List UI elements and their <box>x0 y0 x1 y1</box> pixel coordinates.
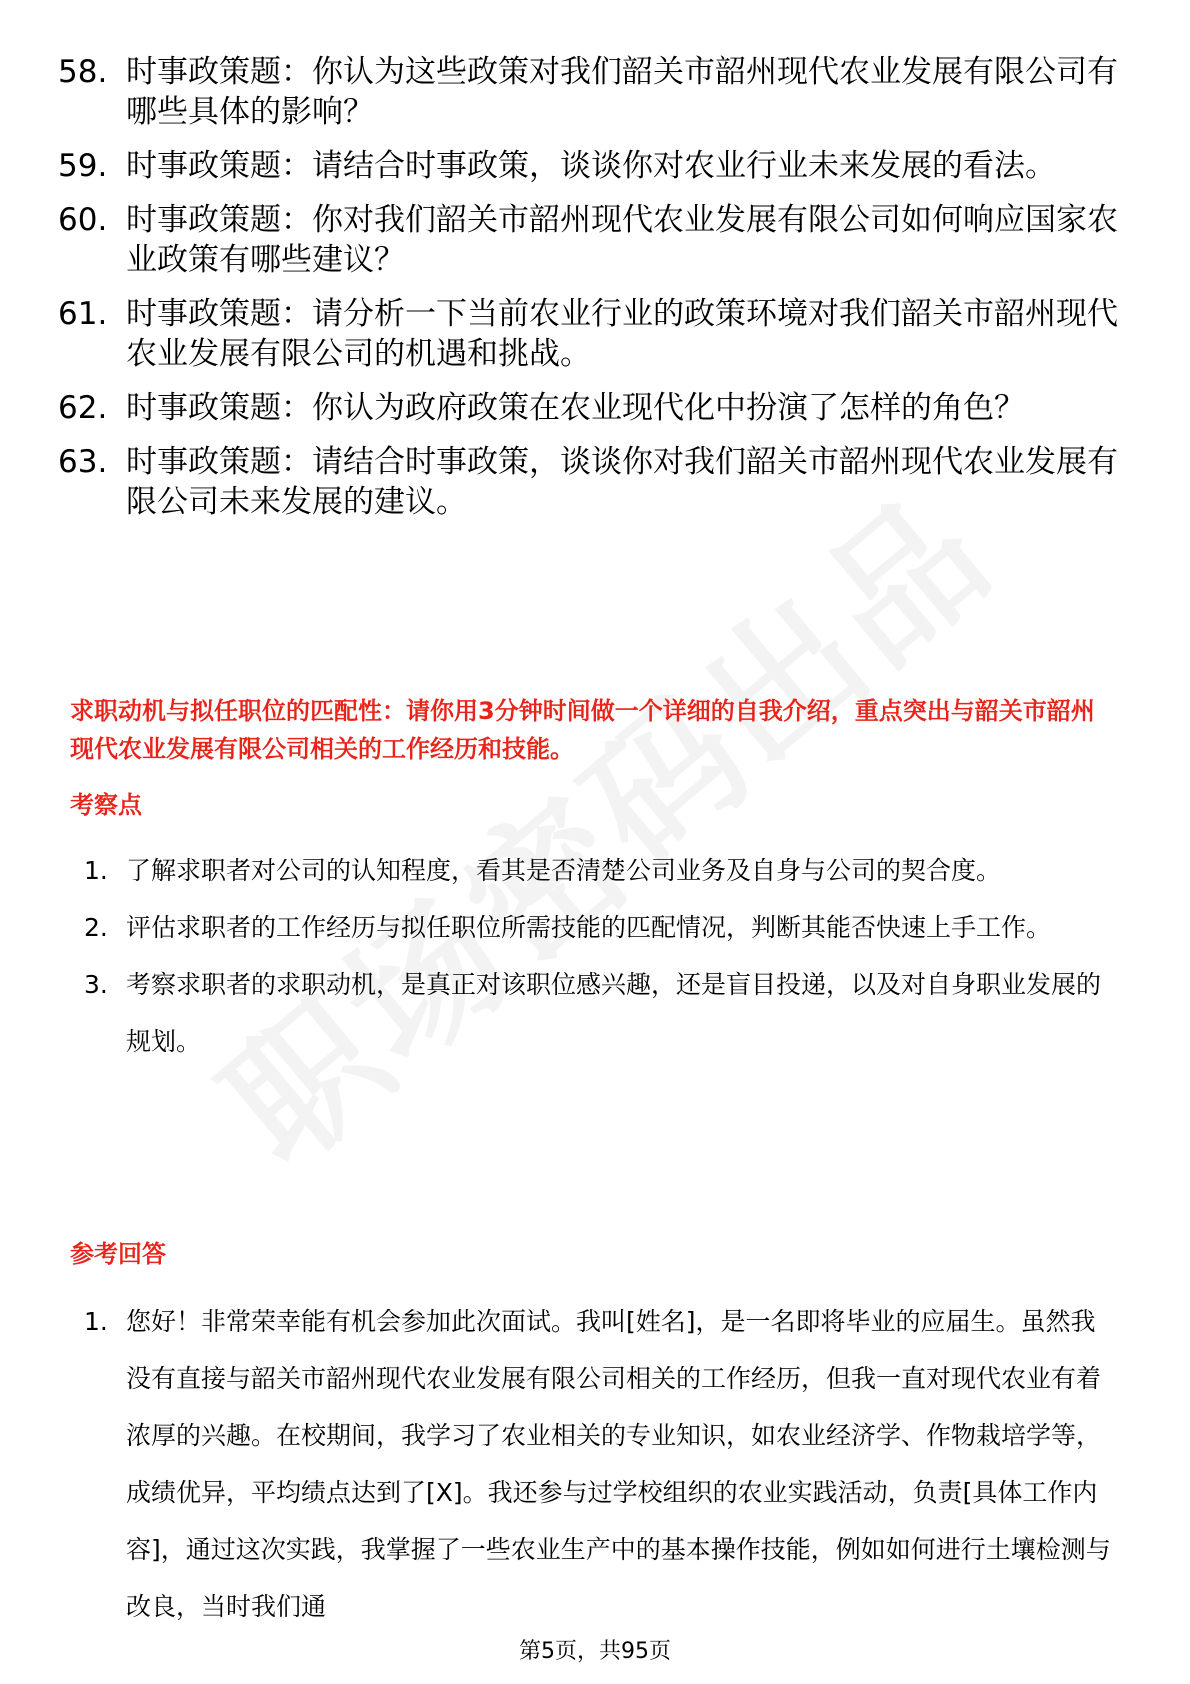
question-number: 59. <box>58 148 108 184</box>
question-text: 时事政策题：请结合时事政策，谈谈你对农业行业未来发展的看法。 <box>126 148 1056 184</box>
answer-title: 参考回答 <box>70 1240 166 1268</box>
question-number: 62. <box>58 390 108 426</box>
question-text: 时事政策题：你认为政府政策在农业现代化中扮演了怎样的角色？ <box>126 390 1025 426</box>
focus-point-text: 考察求职者的求职动机，是真正对该职位感兴趣，还是盲目投递，以及对自身职业发展的规划。 <box>126 970 1102 1056</box>
answer-text: 您好！非常荣幸能有机会参加此次面试。我叫[姓名]，是一名即将毕业的应届生。虽然我没有直接与韶关市韶州现代农业发展有限公司相关的工作经历，但我一直对现代农业有着浓厚的兴趣。在校期间，我学习了农业相关的专业知识，如农业经济学、作物栽培学等，成绩优异，平均绩点达到了[X]。我还参与过学校组织的农业实践活动，负责[具体工作内容]，通过这次实践，我掌握了一些农业生产中的基本操作技能，例如如何进行土壤检测与改良，当时我们通 <box>126 1307 1111 1621</box>
question-item <box>58 388 1128 428</box>
question-text: 时事政策题：请结合时事政策，谈谈你对我们韶关市韶州现代农业发展有限公司未来发展的建议。 <box>126 444 1118 520</box>
focus-point-text: 了解求职者对公司的认知程度，看其是否清楚公司业务及自身与公司的契合度。 <box>126 856 1002 885</box>
answer-item <box>70 1293 1118 1635</box>
question-item <box>58 200 1128 280</box>
question-text: 时事政策题：你对我们韶关市韶州现代农业发展有限公司如何响应国家农业政策有哪些建议？ <box>126 202 1118 278</box>
page-footer: 第5页，共95页 <box>519 1639 671 1664</box>
watermark <box>172 436 1028 1203</box>
question-number: 58. <box>58 54 108 90</box>
section-heading: 求职动机与拟任职位的匹配性：请你用3分钟时间做一个详细的自我介绍，重点突出与韶关市韶州现代农业发展有限公司相关的工作经历和技能。 <box>70 697 1095 763</box>
question-item <box>58 294 1128 374</box>
answer-list <box>70 1293 1118 1635</box>
focus-point-number: 2. <box>84 913 108 942</box>
focus-point-number: 3. <box>84 970 108 999</box>
focus-point-list <box>70 842 1118 1070</box>
question-text: 时事政策题：请分析一下当前农业行业的政策环境对我们韶关市韶州现代农业发展有限公司的机遇和挑战。 <box>126 296 1118 372</box>
focus-point-text: 评估求职者的工作经历与拟任职位所需技能的匹配情况，判断其能否快速上手工作。 <box>126 913 1052 942</box>
question-item <box>58 52 1128 132</box>
question-number: 63. <box>58 444 108 480</box>
question-item <box>58 146 1128 186</box>
focus-point <box>70 956 1118 1070</box>
focus-point <box>70 899 1118 956</box>
focus-point <box>70 842 1118 899</box>
question-number: 61. <box>58 296 108 332</box>
question-number: 60. <box>58 202 108 238</box>
focus-title: 考察点 <box>70 791 142 819</box>
question-list <box>58 52 1128 536</box>
focus-point-number: 1. <box>84 856 108 885</box>
answer-number: 1. <box>84 1307 108 1336</box>
question-text: 时事政策题：你认为这些政策对我们韶关市韶州现代农业发展有限公司有哪些具体的影响？ <box>126 54 1118 130</box>
question-item <box>58 442 1128 522</box>
